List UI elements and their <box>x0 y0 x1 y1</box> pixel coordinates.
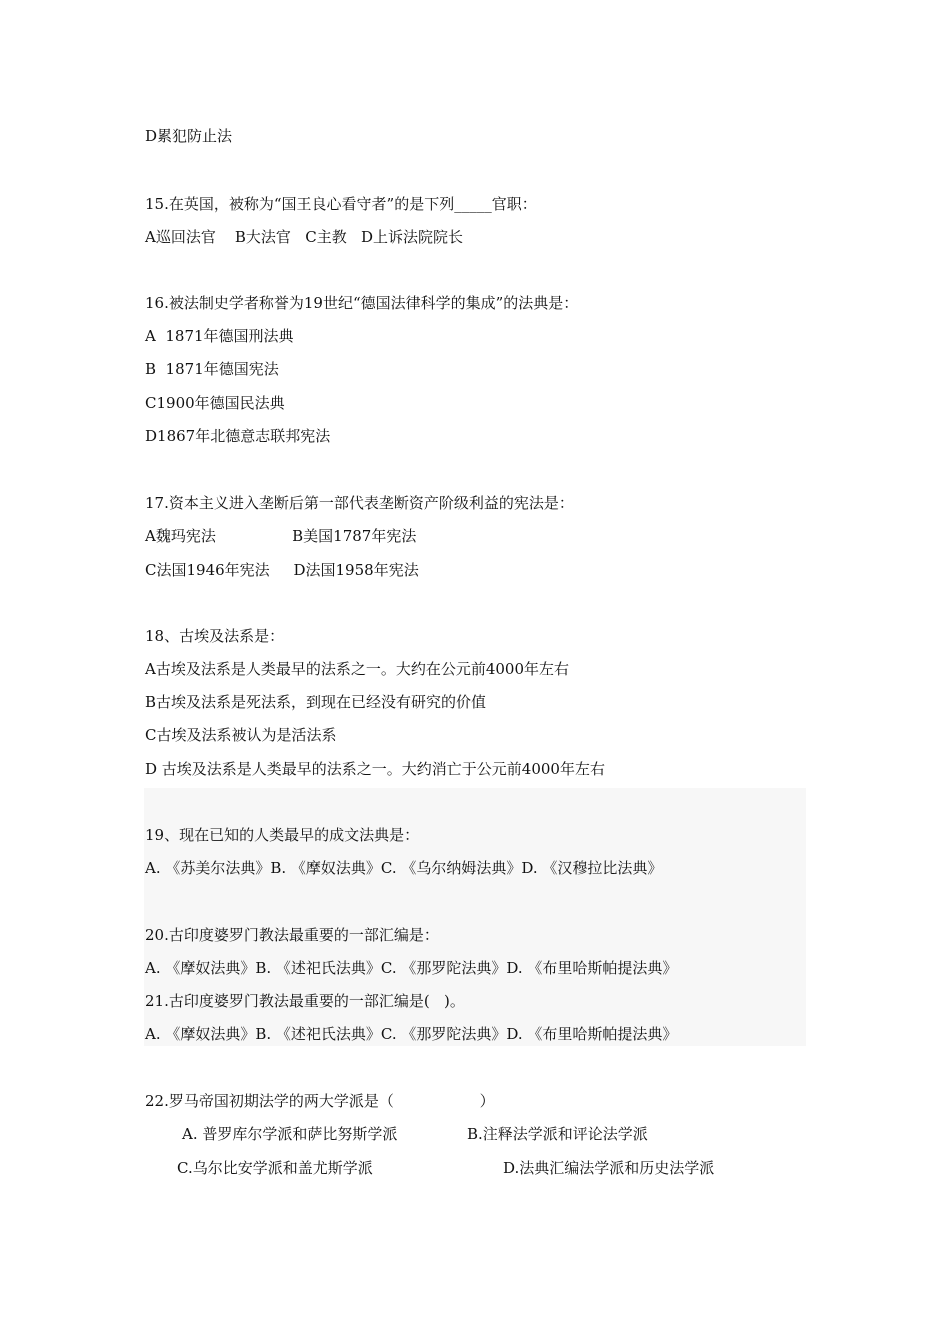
option-14d: D累犯防止法 <box>145 127 233 145</box>
option-22b: B.注释法学派和评论法学派 <box>467 1125 648 1143</box>
option-18d: D 古埃及法系是人类最早的法系之一。大约消亡于公元前4000年左右 <box>145 760 605 778</box>
option-16d: D1867年北德意志联邦宪法 <box>145 427 331 445</box>
options-17-ab: A魏玛宪法 B美国1787年宪法 <box>145 527 417 545</box>
option-18c: C古埃及法系被认为是活法系 <box>145 726 337 744</box>
option-22d: D.法典汇编法学派和历史法学派 <box>503 1159 715 1177</box>
options-19: A. 《苏美尔法典》B. 《摩奴法典》C. 《乌尔纳姆法典》D. 《汉穆拉比法典》 <box>145 859 663 877</box>
question-19: 19、现在已知的人类最早的成文法典是： <box>145 826 420 844</box>
options-17-cd: C法国1946年宪法 D法国1958年宪法 <box>145 561 419 579</box>
option-16c: C1900年德国民法典 <box>145 394 285 412</box>
options-20: A. 《摩奴法典》B. 《述祀氏法典》C. 《那罗陀法典》D. 《布里哈斯帕提法典》 <box>145 959 678 977</box>
question-20: 20.古印度婆罗门教法最重要的一部汇编是： <box>145 926 439 944</box>
options-15: A巡回法官 B大法官 C主教 D上诉法院院长 <box>145 228 464 246</box>
question-22: 22.罗马帝国初期法学的两大学派是（ ） <box>145 1092 495 1110</box>
option-16a: A 1871年德国刑法典 <box>145 327 294 345</box>
question-18: 18、古埃及法系是： <box>145 627 285 645</box>
question-17: 17.资本主义进入垄断后第一部代表垄断资产阶级利益的宪法是： <box>145 494 574 512</box>
option-22a: A. 普罗库尔学派和萨比努斯学派 <box>182 1125 398 1143</box>
question-16: 16.被法制史学者称誉为19世纪“德国法律科学的集成”的法典是： <box>145 294 579 312</box>
option-18b: B古埃及法系是死法系，到现在已经没有研究的价值 <box>145 693 487 711</box>
options-21: A. 《摩奴法典》B. 《述祀氏法典》C. 《那罗陀法典》D. 《布里哈斯帕提法典》 <box>145 1025 678 1043</box>
question-21: 21.古印度婆罗门教法最重要的一部汇编是( )。 <box>145 992 465 1010</box>
question-15: 15.在英国，被称为“国王良心看守者”的是下列_____官职： <box>145 195 537 213</box>
option-18a: A古埃及法系是人类最早的法系之一。大约在公元前4000年左右 <box>145 660 570 678</box>
option-16b: B 1871年德国宪法 <box>145 360 279 378</box>
option-22c: C.乌尔比安学派和盖尤斯学派 <box>177 1159 373 1177</box>
